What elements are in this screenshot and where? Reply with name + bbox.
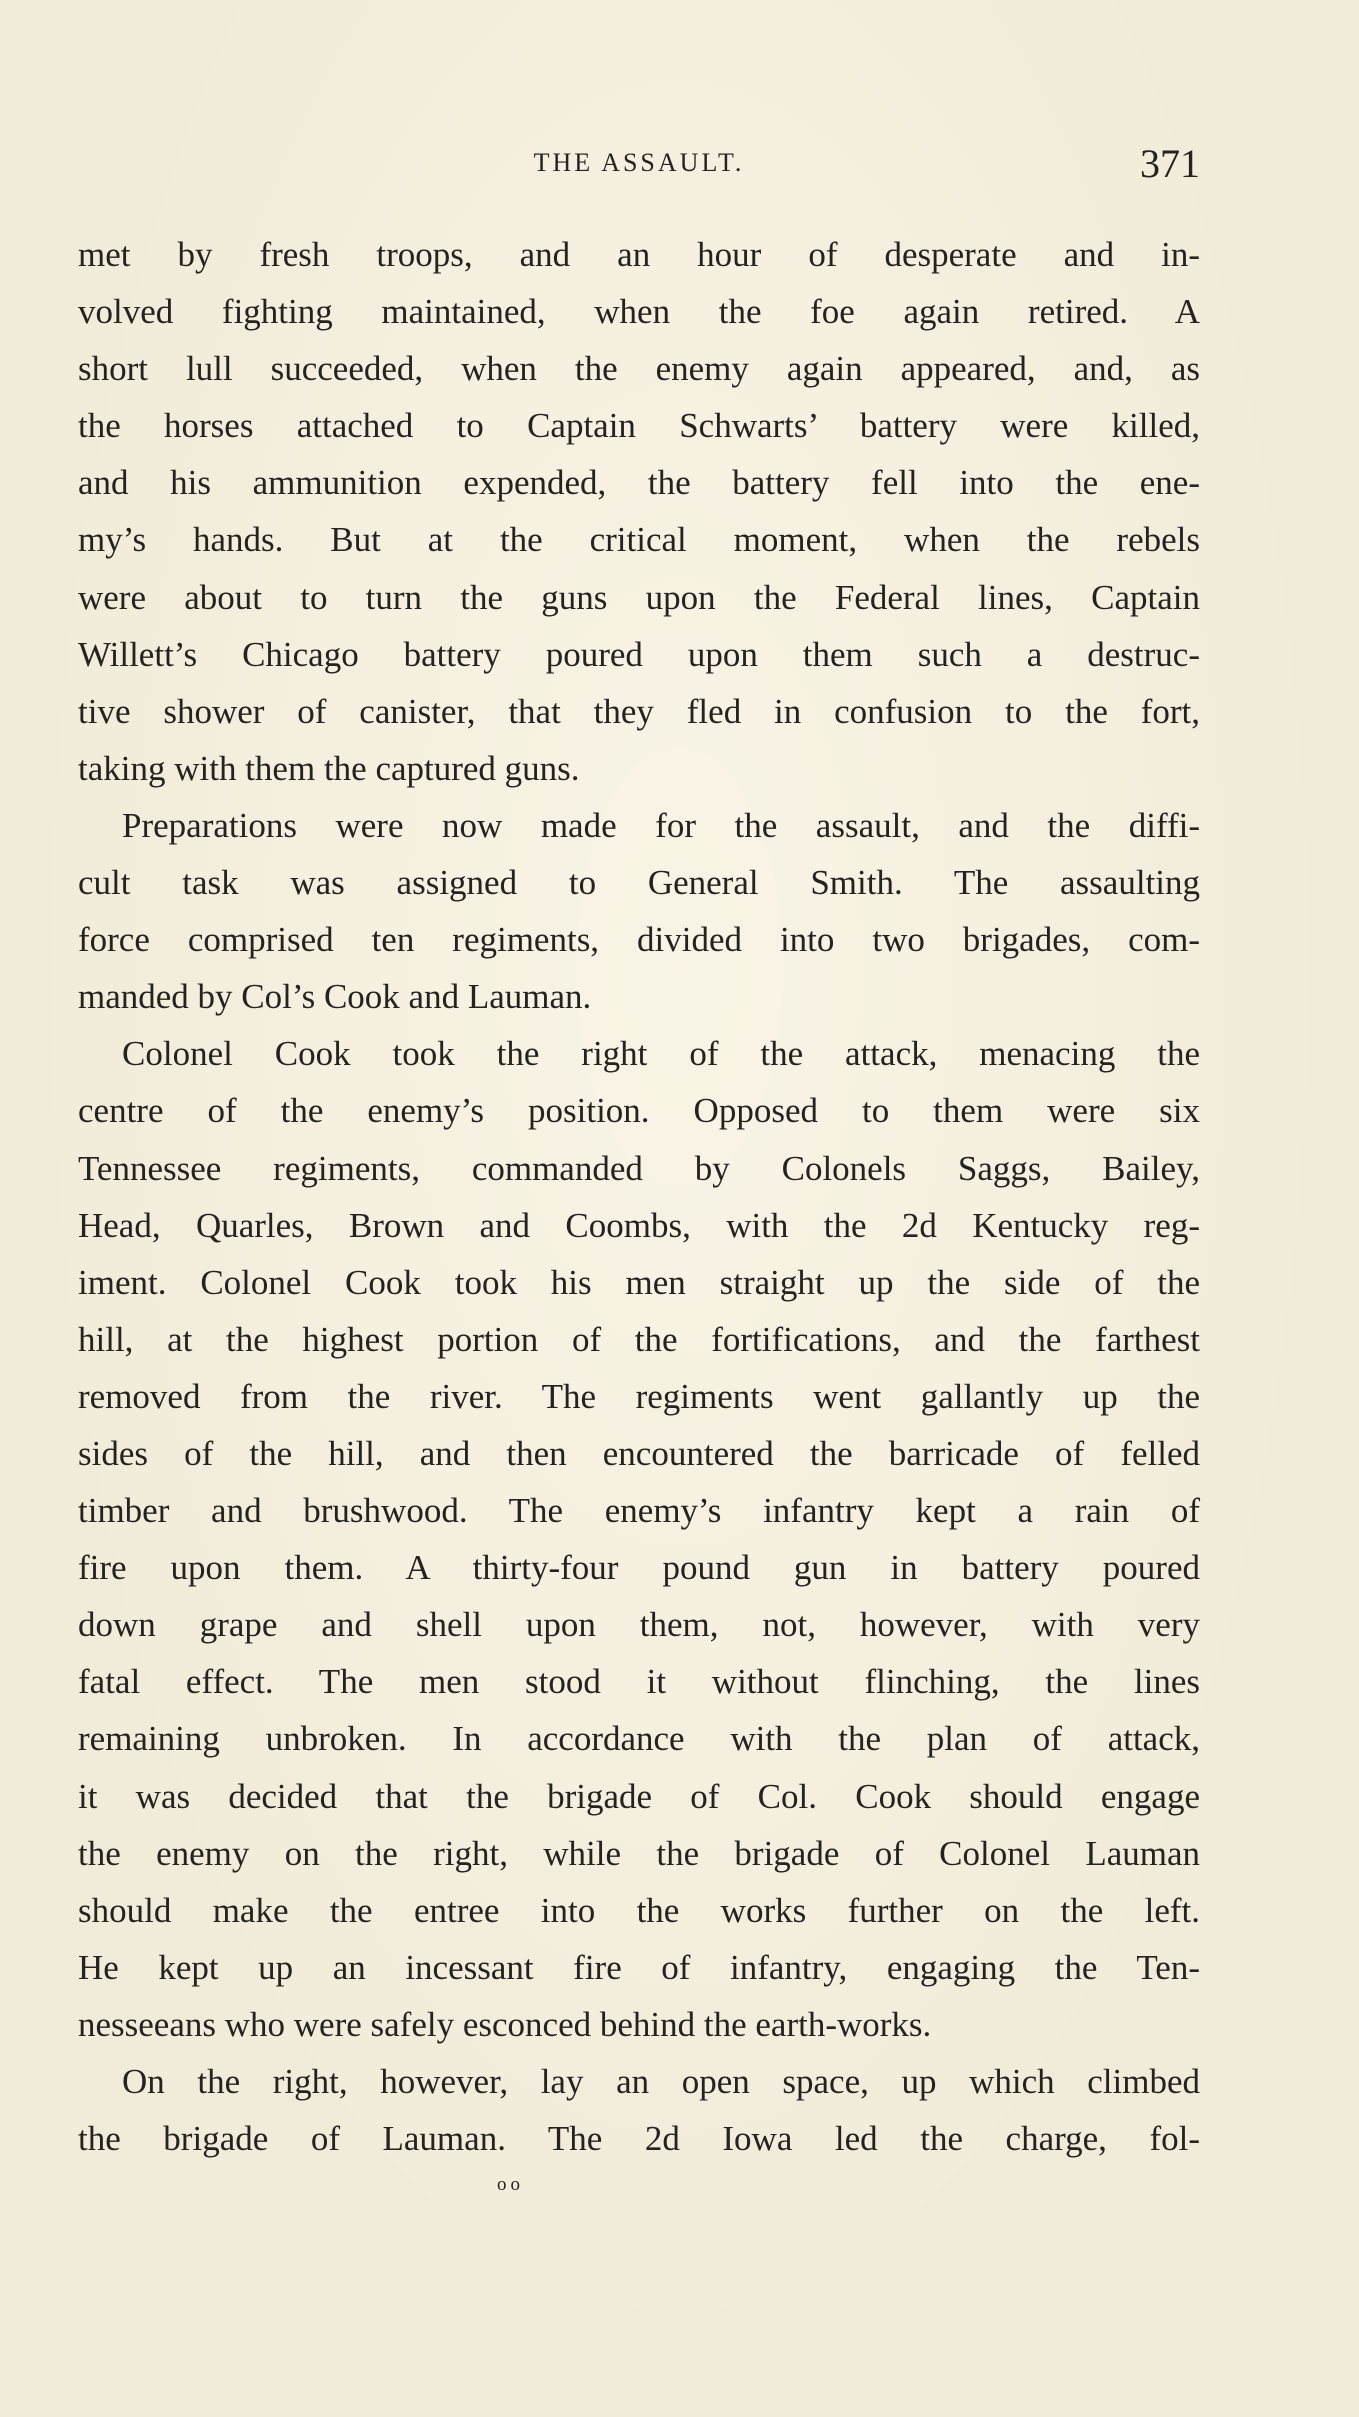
text-line: the horses attached to Captain Schwarts’ battery were killed, bbox=[78, 406, 1200, 446]
text-line: force comprised ten regiments, divided into two brigades, com- bbox=[78, 920, 1200, 960]
text-line: my’s hands. But at the critical moment, when the rebels bbox=[78, 520, 1200, 560]
text-line: the enemy on the right, while the brigade of Colonel Lauman bbox=[78, 1833, 1200, 1873]
running-title: THE ASSAULT. bbox=[533, 148, 745, 177]
text-line: Willett’s Chicago battery poured upon them such a destruc- bbox=[78, 634, 1200, 674]
signature-mark: oo bbox=[497, 2174, 524, 2195]
text-line: Head, Quarles, Brown and Coombs, with the 2d Kentucky reg- bbox=[78, 1205, 1200, 1245]
text-line: and his ammunition expended, the battery fell into the ene- bbox=[78, 463, 1200, 503]
text-line: Preparations were now made for the assault, and the diffi- bbox=[122, 805, 1200, 845]
text-line: manded by Col’s Cook and Lauman. bbox=[78, 977, 592, 1017]
text-line: volved fighting maintained, when the foe again retired. A bbox=[78, 292, 1200, 332]
body-text bbox=[78, 226, 1200, 2167]
text-line: fire upon them. A thirty-four pound gun in battery poured bbox=[78, 1548, 1200, 1588]
text-line: met by fresh troops, and an hour of desperate and in- bbox=[78, 235, 1200, 274]
text-line: iment. Colonel Cook took his men straight up the side of the bbox=[78, 1262, 1200, 1302]
text-line: tive shower of canister, that they fled in confusion to the fort, bbox=[78, 691, 1200, 731]
text-line: He kept up an incessant fire of infantry, engaging the Ten- bbox=[78, 1947, 1200, 1987]
text-line: the brigade of Lauman. The 2d Iowa led the charge, fol- bbox=[78, 2119, 1200, 2159]
text-line: Tennessee regiments, commanded by Colonels Saggs, Bailey, bbox=[78, 1148, 1200, 1188]
text-line: On the right, however, lay an open space, up which climbed bbox=[122, 2062, 1200, 2101]
text-line: down grape and shell upon them, not, however, with very bbox=[78, 1605, 1200, 1645]
text-line: nesseeans who were safely esconced behind the earth-works. bbox=[78, 2004, 932, 2044]
text-line: cult task was assigned to General Smith. The assaulting bbox=[78, 863, 1200, 903]
text-line: short lull succeeded, when the enemy again appeared, and, as bbox=[78, 349, 1200, 389]
text-line: sides of the hill, and then encountered the barricade of felled bbox=[78, 1433, 1200, 1473]
text-line: taking with them the captured guns. bbox=[78, 748, 580, 788]
text-line: timber and brushwood. The enemy’s infantry kept a rain of bbox=[78, 1491, 1200, 1531]
text-line: should make the entree into the works further on the left. bbox=[78, 1890, 1200, 1930]
text-line: removed from the river. The regiments went gallantly up the bbox=[78, 1376, 1200, 1416]
text-line: remaining unbroken. In accordance with the plan of attack, bbox=[78, 1719, 1200, 1759]
text-line: were about to turn the guns upon the Federal lines, Captain bbox=[78, 577, 1200, 617]
page-header bbox=[78, 140, 1200, 190]
page-number: 371 bbox=[1140, 141, 1200, 186]
text-line: it was decided that the brigade of Col. Cook should engage bbox=[78, 1776, 1200, 1816]
text-line: centre of the enemy’s position. Opposed to them were six bbox=[78, 1091, 1200, 1131]
text-line: hill, at the highest portion of the fortifications, and the farthest bbox=[78, 1319, 1200, 1359]
text-line: Colonel Cook took the right of the attack, menacing the bbox=[122, 1034, 1200, 1074]
text-line: fatal effect. The men stood it without flinching, the lines bbox=[78, 1662, 1200, 1702]
